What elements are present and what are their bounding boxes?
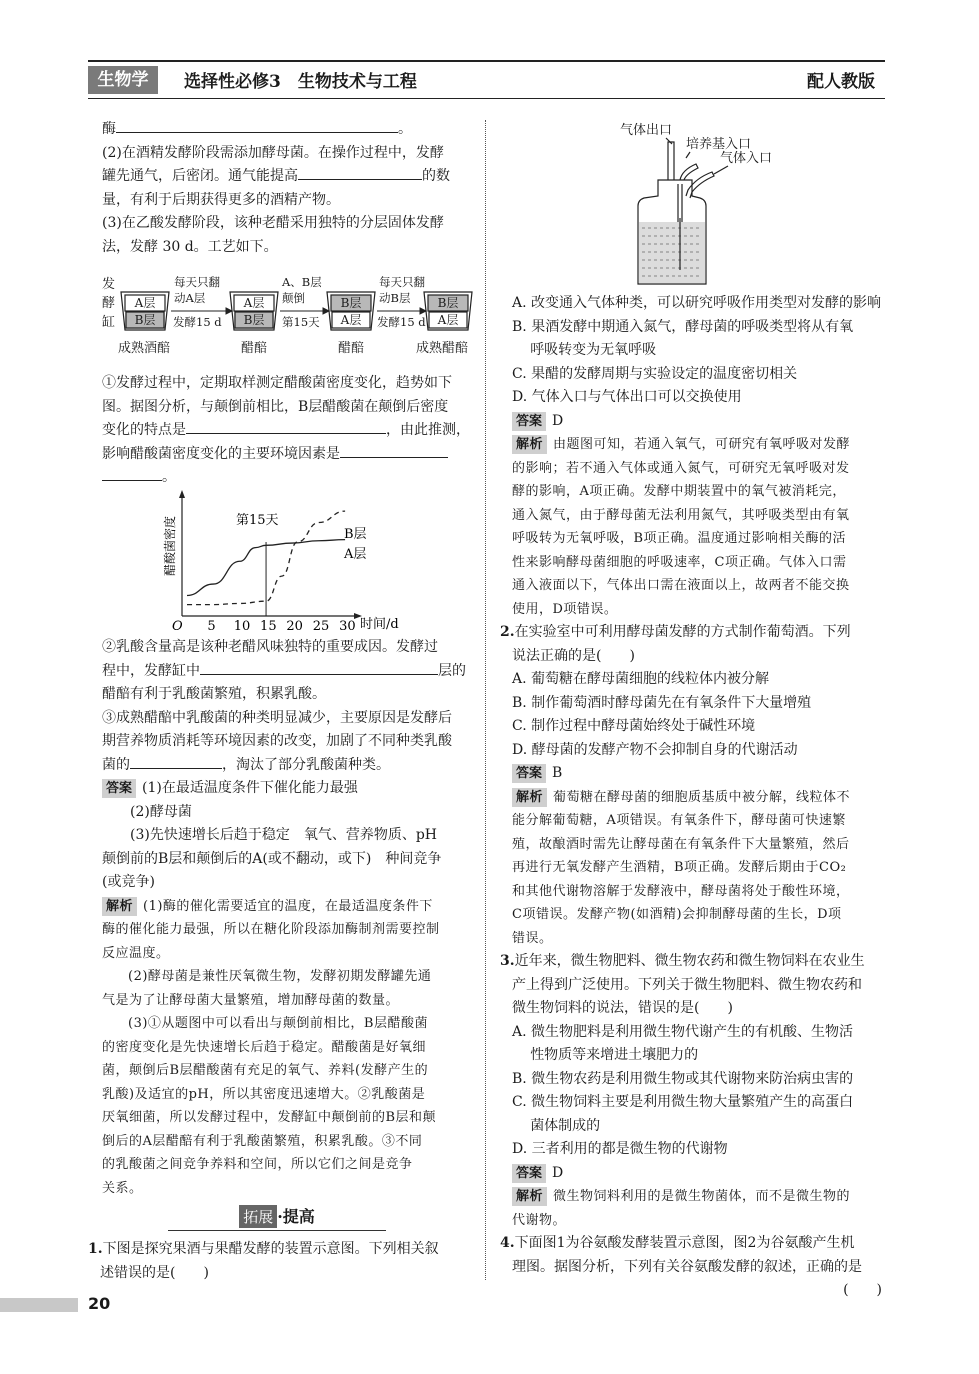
footer-bar [0, 1298, 78, 1312]
line: 和其他代谢物溶解于发酵液中，酵母菌将处于酸性环境， [512, 883, 850, 899]
explanation-tag: 解析 [512, 788, 547, 807]
step2-label: 颠倒 [282, 291, 305, 305]
line [102, 466, 470, 490]
line: 酵的影响，A项正确。发酵中期装置中的氧气被消耗完， [512, 484, 846, 499]
line: 厌氧细菌，所以发酵过程中，发酵缸中颠倒前的B层和颠 [102, 1110, 437, 1125]
fermentation-apparatus [610, 118, 810, 290]
text: (1)在最适温度条件下催化能力最强 [142, 780, 358, 796]
column-divider [485, 120, 486, 1280]
line: 颠倒前的B层和颠倒后的A(或不翻动，或下) 种间竞争 [102, 850, 442, 867]
explanation [102, 895, 470, 1201]
answer-blank [130, 754, 222, 769]
line: 呼吸转为无氧呼吸，B项正确。温度通过影响相关酶的活 [512, 531, 847, 546]
vat-label-1: 发 [102, 277, 116, 292]
gas-outlet-label: 气体出口 [620, 123, 673, 138]
answer-tag: 答案 [102, 779, 136, 798]
section-text: ·提高 [277, 1207, 315, 1226]
x-tick-label: 20 [286, 619, 303, 634]
line: 使用，D项错误。 [512, 601, 618, 617]
line [102, 895, 470, 919]
answer-line [102, 777, 470, 801]
book-title: 选择性必修3 生物技术与工程 [184, 72, 417, 92]
text: D [552, 412, 564, 429]
answer-blank [116, 118, 398, 133]
line: 法，发酵 30 d。工艺如下。 [102, 238, 278, 255]
text: 酶 [102, 121, 116, 137]
right-column [500, 292, 886, 1303]
line: 的影响；若不通入气体或通入氮气，可研究无氧呼吸对发 [512, 460, 850, 476]
line: 的密度变化是先快速增长后趋于稳定。醋酸菌是好氧细 [102, 1039, 427, 1055]
question-number: 1. [88, 1241, 103, 1257]
caption: 醋醅 [240, 341, 268, 356]
caption: 醋醅 [337, 341, 365, 356]
left-column [102, 118, 470, 259]
step1-label: 每天只翻 [174, 275, 220, 289]
line: 述错误的是( ) [100, 1264, 209, 1281]
b-layer-label: B层 [243, 313, 265, 327]
b-layer-label: B层 [134, 313, 156, 327]
line [102, 660, 470, 684]
text: 在实验室中可利用酵母菌发酵的方式制作葡萄酒。下列 [514, 624, 851, 640]
answer-tag: 答案 [512, 412, 546, 431]
text: ，由此推测， [386, 422, 470, 438]
step3-label: 动B层 [379, 291, 411, 305]
line [102, 754, 470, 778]
option-d: D. 三者利用的都是微生物的代谢物 [512, 1141, 728, 1157]
text: (1)酶的催化需要适宜的温度，在最适温度条件下 [143, 898, 433, 914]
answer-blank [102, 466, 162, 481]
line [500, 1232, 886, 1256]
b-layer-label: B层 [437, 296, 459, 310]
text: 菌的 [102, 756, 130, 773]
answer-blank [200, 660, 438, 675]
answer-blank [340, 443, 448, 458]
question-1 [88, 1238, 472, 1285]
option-c: C. 果醋的发酵周期与实验设定的温度密切相关 [512, 365, 798, 382]
option-c: C. 制作过程中酵母菌始终处于碱性环境 [512, 718, 756, 734]
answer-blank [186, 419, 386, 434]
line: C项错误。发酵产物(如酒精)会抑制酵母菌的生长，D项 [512, 907, 842, 922]
line [88, 1238, 472, 1262]
line: 性来影响酵母菌细胞的呼吸速率，C项正确。气体入口需 [512, 554, 847, 570]
line: 反应温度。 [102, 945, 170, 961]
option-b: B. 微生物农药是利用微生物或其代谢物来防治病虫害的 [512, 1070, 854, 1087]
text: 程中，发酵缸中 [102, 662, 200, 679]
line [512, 786, 886, 810]
text: B [552, 765, 563, 781]
series-label-b: B层 [344, 527, 367, 542]
text: 近年来，微生物肥料、微生物农药和微生物饲料在农业生 [514, 953, 865, 969]
option-a: A. 葡萄糖在酵母菌细胞的线粒体内被分解 [512, 671, 770, 687]
line: 气是为了让酵母菌大量繁殖，增加酵母菌的数量。 [102, 992, 400, 1008]
line: 的乳酸菌之间竞争养料和空间，所以它们之间是竞争 [102, 1157, 413, 1172]
line [500, 950, 886, 974]
option-b: B. 制作葡萄酒时酵母菌先在有氧条件下大量增殖 [512, 694, 812, 711]
line: 通入氮气，由于酵母菌无法利用氮气，其呼吸类型由有氧 [512, 507, 850, 523]
line: 代谢物。 [512, 1212, 567, 1228]
x-axis-label: 时间/d [360, 617, 399, 632]
line: (2)在酒精发酵阶段需添加酵母菌。在操作过程中，发酵 [102, 144, 444, 161]
density-chart [150, 488, 420, 634]
subject-badge: 生物学 [88, 66, 158, 94]
option-a-cont: 性物质等来增进土壤肥力的 [530, 1047, 699, 1063]
page-header [88, 60, 885, 99]
gas-inlet-label: 气体入口 [720, 151, 773, 166]
line: ②乳酸含量高是该种老醋风味独特的重要成因。发酵过 [102, 639, 438, 655]
option-b: B. 果酒发酵中期通入氮气，酵母菌的呼吸类型将从有氧 [512, 318, 854, 335]
caption: 成熟醋醅 [415, 341, 469, 356]
line: (3)①从题图中可以看出与颠倒前相比，B层醋酸菌 [128, 1016, 428, 1031]
explanation [512, 786, 886, 951]
option-c-cont: 菌体制成的 [530, 1117, 601, 1134]
a-layer-label: A层 [437, 313, 459, 327]
step1-duration: 发酵15 d [173, 315, 222, 329]
answer-tag: 答案 [512, 1164, 546, 1183]
x-tick-label: 5 [207, 619, 216, 634]
a-layer-label: A层 [243, 296, 265, 310]
line: 期营养物质消耗等环境因素的改变，加剧了不同种类乳酸 [102, 733, 452, 749]
text: 由题图可知，若通入氧气，可研究有氧呼吸对发酵 [553, 437, 851, 452]
y-axis-label: 醋酸菌密度 [163, 515, 177, 576]
line: 酶的催化能力最强，所以在糖化阶段添加酶制剂需要控制 [102, 922, 440, 937]
line: (2)酵母菌是兼性厌氧微生物，发酵初期发酵罐先通 [128, 969, 432, 984]
answer-line [512, 1162, 886, 1186]
text: D [552, 1164, 564, 1181]
y-axis-arrow [179, 490, 185, 498]
step1-label: 动A层 [174, 291, 206, 305]
line: 菌，颠倒后B层醋酸菌有充足的氧气、养料(发酵产生的 [102, 1063, 429, 1078]
section-tag: 拓展 [239, 1205, 277, 1228]
edition-label: 配人教版 [807, 72, 875, 92]
x-tick-label: O [172, 619, 183, 634]
step2-label: A、B层 [282, 275, 322, 289]
line: (3)在乙酸发酵阶段，该种老醋采用独特的分层固体发酵 [102, 215, 444, 231]
line [512, 433, 886, 457]
step2-day: 第15天 [282, 315, 320, 329]
answer-blank [298, 165, 422, 180]
explanation-tag: 解析 [102, 897, 137, 916]
a-layer-label: A层 [134, 296, 156, 310]
option-a: A. 微生物肥料是利用微生物代谢产生的有机酸、生物活 [512, 1023, 854, 1040]
x-tick-label: 25 [312, 619, 330, 634]
line: 理图。据图分析，下列有关谷氨酸发酵的叙述，正确的是 [512, 1258, 862, 1275]
left-column-mid [102, 372, 470, 490]
question-number: 2. [500, 624, 515, 640]
question-number: 3. [500, 953, 515, 969]
medium-inlet-label: 培养基入口 [686, 137, 752, 152]
option-d: D. 气体入口与气体出口可以交换使用 [512, 389, 742, 405]
line: 产上得到广泛使用。下列关于微生物肥料、微生物农药和 [512, 976, 862, 993]
line: 说法正确的是( ) [512, 647, 635, 664]
text: 。 [162, 469, 176, 485]
question-number: 4. [500, 1235, 515, 1251]
day15-annotation: 第15天 [236, 513, 279, 528]
line: (2)酵母菌 [130, 803, 192, 820]
text: 微生物饲料利用的是微生物菌体，而不是微生物的 [553, 1189, 851, 1204]
option-d: D. 酵母菌的发酵产物不会抑制自身的代谢活动 [512, 741, 798, 758]
text: 下面图1为谷氨酸发酵装置示意图，图2为谷氨酸产生机 [514, 1235, 855, 1251]
line: 再进行无氧发酵产生酒精，B项正确。发酵后期由于CO₂ [512, 860, 847, 875]
process-flow-diagram [98, 270, 478, 360]
explanation [512, 1185, 886, 1232]
line: 能分解葡萄糖，A项错误。有氧条件下，酵母菌可快速繁 [512, 813, 846, 828]
vat-label-2: 酵 [102, 296, 116, 311]
x-tick-label: 10 [233, 619, 251, 634]
caption: 成熟酒醅 [117, 341, 171, 356]
text: 层的 [438, 662, 466, 679]
text: 。 [398, 121, 412, 137]
line [102, 443, 470, 467]
x-tick-label: 15 [260, 619, 277, 634]
answer-line [512, 410, 886, 434]
section-heading [168, 1204, 386, 1231]
line: 错误。 [512, 930, 553, 946]
page-number: 20 [88, 1294, 111, 1313]
step3-duration: 发酵15 d [377, 315, 426, 329]
culture-medium [639, 222, 705, 283]
text: ，淘汰了部分乳酸菌种类。 [222, 756, 390, 773]
line [102, 165, 470, 189]
left-column-lower [102, 636, 470, 1200]
line [102, 419, 470, 443]
line: 图。据图分析，与颠倒前相比，B层醋酸菌在颠倒后密度 [102, 398, 449, 415]
line: 通入液面以下，气体出口需在液面以上，故两者不能交换 [512, 578, 850, 593]
text: 的数 [422, 168, 450, 184]
text: 罐先通气，后密闭。通气能提高 [102, 168, 298, 184]
series-label-a: A层 [344, 547, 367, 562]
line [102, 118, 470, 142]
x-tick-label: 30 [339, 619, 356, 634]
line: 微生物饲料的说法，错误的是( ) [512, 1000, 733, 1016]
option-a: A. 改变通入气体种类，可以研究呼吸作用类型对发酵的影响 [512, 295, 882, 311]
explanation [512, 433, 886, 621]
a-layer-label: A层 [340, 313, 362, 327]
line: 倒后的A层醋醅有利于乳酸菌繁殖，积累乳酸。③不同 [102, 1133, 423, 1149]
text: 影响醋酸菌密度变化的主要环境因素是 [102, 445, 340, 462]
line: 关系。 [102, 1180, 143, 1196]
b-layer-label: B层 [340, 296, 362, 310]
line: 量，有利于后期获得更多的酒精产物。 [102, 191, 340, 208]
step3-label: 每天只翻 [379, 275, 425, 289]
line: ①发酵过程中，定期取样测定醋酸菌密度变化，趋势如下 [102, 375, 452, 391]
line: 醋醅有利于乳酸菌繁殖，积累乳酸。 [102, 686, 326, 702]
answer-tag: 答案 [512, 764, 546, 783]
line: 殖，故酿酒时需先让酵母菌在有氧条件下大量繁殖，然后 [512, 836, 850, 852]
answer-line [512, 762, 886, 786]
line [500, 621, 886, 645]
vat-label-3: 缸 [102, 315, 116, 330]
line [512, 1185, 886, 1209]
text: 葡萄糖在酵母菌的细胞质基质中被分解，线粒体不 [553, 789, 851, 805]
option-b-cont: 呼吸转变为无氧呼吸 [530, 342, 657, 358]
line: ③成熟醋醅中乳酸菌的种类明显减少，主要原因是发酵后 [102, 709, 452, 726]
text: 下图是探究果酒与果醋发酵的装置示意图。下列相关叙 [102, 1241, 439, 1257]
explanation-tag: 解析 [512, 1187, 547, 1206]
text: 变化的特点是 [102, 422, 186, 438]
option-c: C. 微生物饲料主要是利用微生物大量繁殖产生的高蛋白 [512, 1094, 854, 1110]
explanation-tag: 解析 [512, 435, 547, 454]
line: (或竞争) [102, 874, 155, 890]
line: (3)先快速增长后趋于稳定 氧气、营养物质、pH [130, 827, 438, 843]
line: ( ) [843, 1282, 882, 1298]
line: 乳酸)及适宜的pH，所以其密度迅速增大。②乳酸菌是 [102, 1086, 426, 1102]
